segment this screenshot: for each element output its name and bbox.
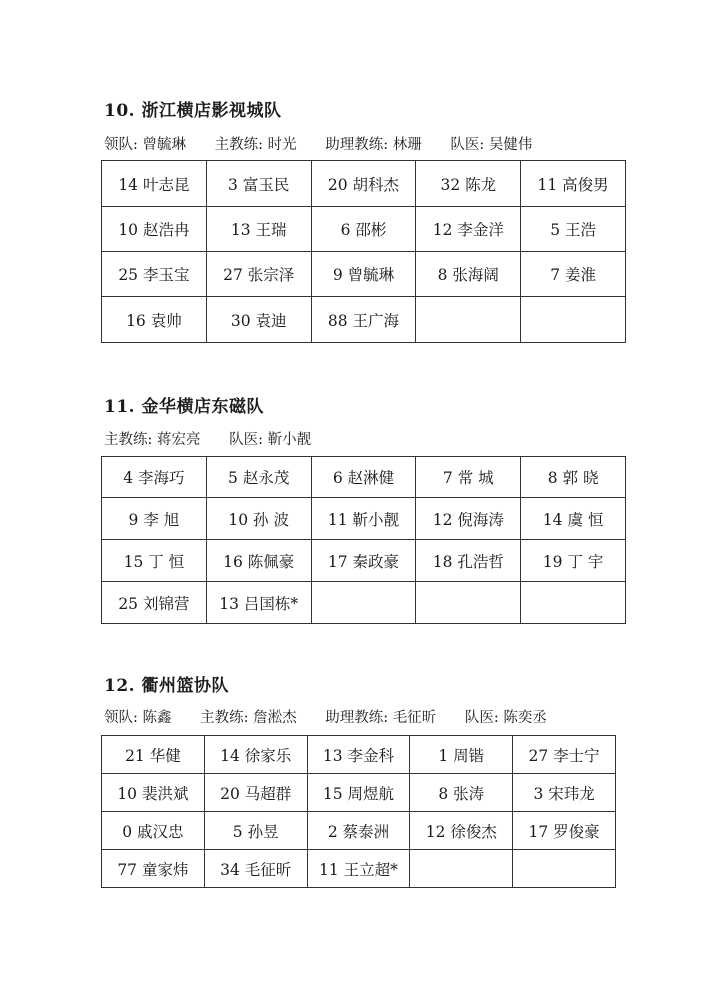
player-cell: 32 陈龙	[416, 161, 521, 207]
player-cell	[410, 850, 513, 888]
player-cell: 21 华健	[102, 736, 205, 774]
player-cell	[521, 297, 626, 343]
player-cell: 14 徐家乐	[204, 736, 307, 774]
player-cell: 13 王瑞	[206, 207, 311, 252]
table-row	[102, 161, 626, 207]
player-cell: 20 马超群	[204, 774, 307, 812]
player-cell: 14 叶志昆	[102, 161, 207, 207]
player-cell: 10 赵浩冉	[102, 207, 207, 252]
player-cell: 5 赵永茂	[206, 457, 311, 498]
player-cell: 25 刘锦营	[102, 582, 207, 624]
player-cell: 10 孙 波	[206, 498, 311, 540]
player-cell	[513, 850, 616, 888]
player-cell	[416, 297, 521, 343]
player-cell: 18 孔浩哲	[416, 540, 521, 582]
table-row	[102, 540, 626, 582]
table-row	[102, 457, 626, 498]
player-cell: 17 秦政豪	[311, 540, 416, 582]
player-cell: 12 李金洋	[416, 207, 521, 252]
roster-table	[101, 735, 616, 888]
player-cell: 11 王立超*	[307, 850, 410, 888]
table-row	[102, 812, 616, 850]
table-row	[102, 252, 626, 297]
player-cell: 11 高俊男	[521, 161, 626, 207]
player-cell: 77 童家炜	[102, 850, 205, 888]
team-staff	[104, 706, 571, 727]
table-row	[102, 498, 626, 540]
player-cell: 0 戚汉忠	[102, 812, 205, 850]
roster-table	[101, 456, 626, 624]
table-row	[102, 582, 626, 624]
staff-doctor: 队医: 陈奕丞	[464, 710, 547, 726]
player-cell: 5 王浩	[521, 207, 626, 252]
team-staff	[104, 428, 335, 449]
player-cell: 13 李金科	[307, 736, 410, 774]
player-cell	[521, 582, 626, 624]
player-cell: 9 李 旭	[102, 498, 207, 540]
player-cell: 11 靳小靓	[311, 498, 416, 540]
player-cell: 30 袁迪	[206, 297, 311, 343]
staff-head-coach: 主教练: 蒋宏亮	[104, 432, 201, 448]
player-cell: 16 陈佩豪	[206, 540, 311, 582]
player-cell: 4 李海巧	[102, 457, 207, 498]
staff-assistant-coach: 助理教练: 毛征昕	[325, 710, 437, 726]
player-cell: 6 邵彬	[311, 207, 416, 252]
player-cell: 14 虞 恒	[521, 498, 626, 540]
player-cell: 3 富玉民	[206, 161, 311, 207]
staff-head-coach: 主教练: 詹淞杰	[200, 710, 297, 726]
player-cell: 27 张宗泽	[206, 252, 311, 297]
team-title: 11. 金华横店东磁队	[104, 397, 264, 417]
player-cell: 15 丁 恒	[102, 540, 207, 582]
player-cell: 7 姜淮	[521, 252, 626, 297]
player-cell: 7 常 城	[416, 457, 521, 498]
staff-assistant-coach: 助理教练: 林珊	[325, 137, 422, 153]
player-cell	[416, 582, 521, 624]
player-cell: 20 胡科杰	[311, 161, 416, 207]
player-cell: 17 罗俊豪	[513, 812, 616, 850]
player-cell: 10 裴洪斌	[102, 774, 205, 812]
player-cell: 19 丁 宇	[521, 540, 626, 582]
staff-doctor: 队医: 吴健伟	[450, 137, 533, 153]
player-cell: 5 孙昱	[204, 812, 307, 850]
table-row	[102, 850, 616, 888]
player-cell: 2 蔡泰洲	[307, 812, 410, 850]
team-title: 10. 浙江横店影视城队	[104, 101, 282, 121]
staff-doctor: 队医: 靳小靓	[229, 432, 312, 448]
player-cell: 16 袁帅	[102, 297, 207, 343]
staff-head-coach: 主教练: 时光	[214, 137, 297, 153]
player-cell: 8 张海阔	[416, 252, 521, 297]
roster-table	[101, 160, 626, 343]
player-cell: 1 周锴	[410, 736, 513, 774]
player-cell: 9 曾毓琳	[311, 252, 416, 297]
team-title: 12. 衢州篮协队	[104, 676, 229, 696]
player-cell: 15 周煜航	[307, 774, 410, 812]
player-cell: 25 李玉宝	[102, 252, 207, 297]
player-cell: 8 郭 晓	[521, 457, 626, 498]
player-cell	[311, 582, 416, 624]
team-staff	[104, 133, 556, 154]
player-cell: 12 倪海涛	[416, 498, 521, 540]
player-cell: 6 赵淋健	[311, 457, 416, 498]
player-cell: 27 李士宁	[513, 736, 616, 774]
staff-leader: 领队: 陈鑫	[104, 710, 172, 726]
player-cell: 8 张涛	[410, 774, 513, 812]
staff-leader: 领队: 曾毓琳	[104, 137, 186, 153]
player-cell: 88 王广海	[311, 297, 416, 343]
player-cell: 3 宋玮龙	[513, 774, 616, 812]
player-cell: 13 吕国栋*	[206, 582, 311, 624]
player-cell: 12 徐俊杰	[410, 812, 513, 850]
table-row	[102, 297, 626, 343]
player-cell: 34 毛征昕	[204, 850, 307, 888]
table-row	[102, 736, 616, 774]
table-row	[102, 207, 626, 252]
table-row	[102, 774, 616, 812]
